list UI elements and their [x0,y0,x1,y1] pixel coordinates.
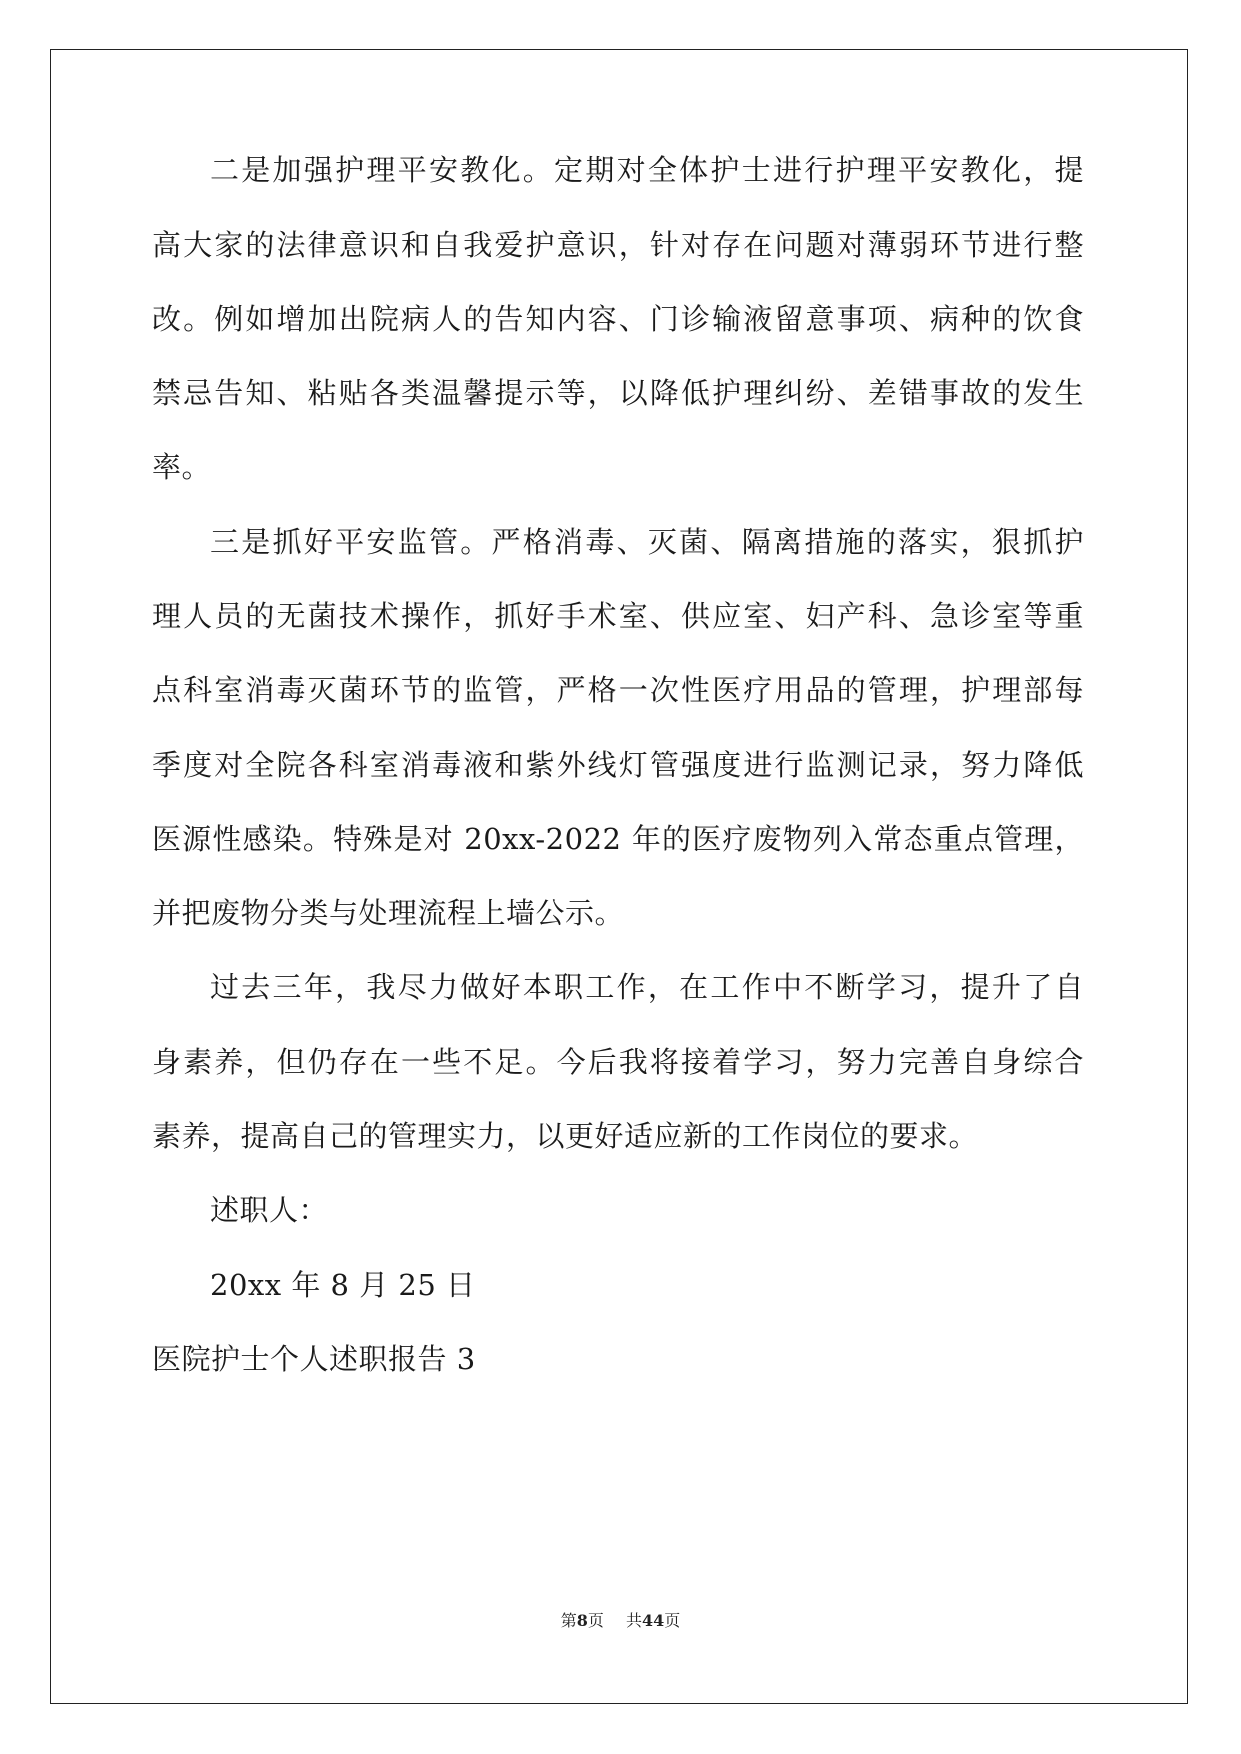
paragraph-2-line-4: 季度对全院各科室消毒液和紫外线灯管强度进行监测记录，努力降低 [152,748,1084,782]
paragraph-1-line-3: 改。例如增加出院病人的告知内容、门诊输液留意事项、病种的饮食 [152,302,1084,336]
paragraph-1-line-5: 率。 [152,450,212,484]
footer-total-unit: 页 [664,1611,681,1630]
footer-total-pages: 44 [641,1611,665,1630]
paragraph-1-line-1: 二是加强护理平安教化。定期对全体护士进行护理平安教化，提 [210,153,1084,187]
paragraph-3-line-1: 过去三年，我尽力做好本职工作，在工作中不断学习，提升了自 [210,970,1084,1004]
footer-total-prefix: 共 [625,1611,642,1630]
page-footer [0,1611,1241,1631]
paragraph-2-line-1: 三是抓好平安监管。严格消毒、灭菌、隔离措施的落实，狠抓护 [210,525,1084,559]
paragraph-1-line-4: 禁忌告知、粘贴各类温馨提示等，以降低护理纠纷、差错事故的发生 [152,376,1084,410]
footer-page-unit: 页 [587,1611,604,1630]
signature-label: 述职人： [210,1193,329,1227]
paragraph-2-line-2: 理人员的无菌技术操作，抓好手术室、供应室、妇产科、急诊室等重 [152,599,1084,633]
page-border [50,49,1188,1704]
section-heading: 医院护士个人述职报告 3 [152,1342,476,1376]
paragraph-3-line-2: 身素养，但仍存在一些不足。今后我将接着学习，努力完善自身综合 [152,1045,1084,1079]
paragraph-3-line-3: 素养，提高自己的管理实力，以更好适应新的工作岗位的要求。 [152,1119,979,1153]
paragraph-2-line-3: 点科室消毒灭菌环节的监管，严格一次性医疗用品的管理，护理部每 [152,673,1084,707]
report-date: 20xx 年 8 月 25 日 [210,1268,476,1302]
paragraph-1-line-2: 高大家的法律意识和自我爱护意识，针对存在问题对薄弱环节进行整 [152,228,1084,262]
paragraph-2-line-5: 医源性感染。特殊是对 20xx-2022 年的医疗废物列入常态重点管理， [152,822,1084,856]
footer-page-prefix: 第 [560,1611,577,1630]
paragraph-2-line-6: 并把废物分类与处理流程上墙公示。 [152,896,625,930]
footer-page-number: 8 [576,1611,588,1630]
